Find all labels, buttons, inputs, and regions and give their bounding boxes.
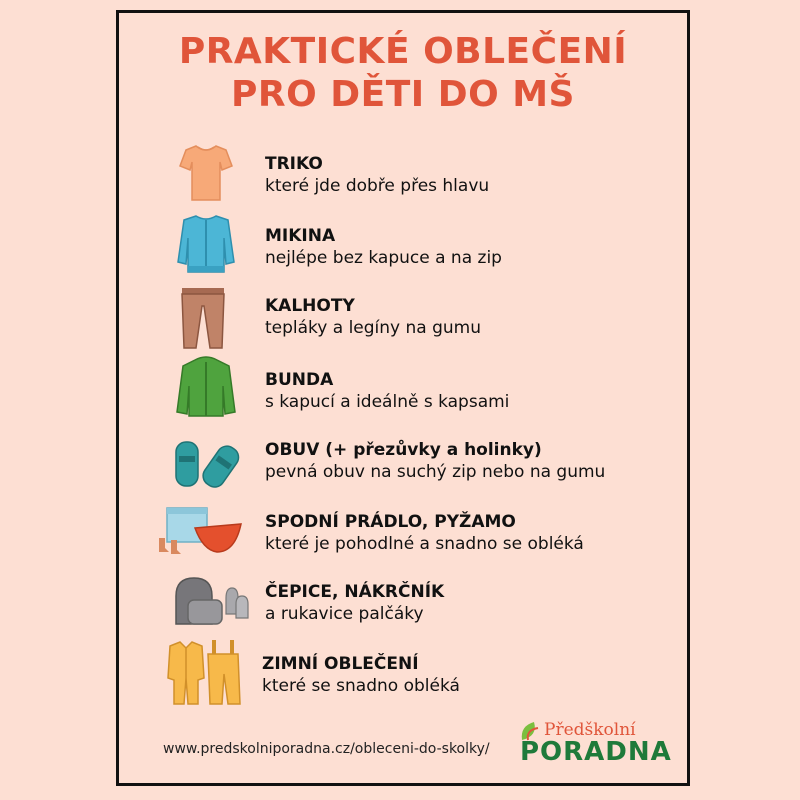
pants-icon — [178, 286, 228, 350]
brand-logo — [498, 720, 672, 767]
item-description: tepláky a legíny na gumu — [265, 318, 482, 338]
list-item-triko — [0, 142, 800, 212]
list-item-zimni — [0, 638, 800, 708]
item-heading: SPODNÍ PRÁDLO, PYŽAMO — [265, 512, 516, 532]
item-description: které se snadno obléká — [262, 676, 460, 696]
item-text — [265, 440, 605, 483]
item-text — [265, 154, 489, 197]
snowsuit-icon — [162, 638, 244, 708]
list-item-obuv — [0, 430, 800, 500]
item-description: které jde dobře přes hlavu — [265, 176, 490, 196]
item-description: které je pohodlné a snadno se obléká — [265, 534, 584, 554]
item-heading: MIKINA — [265, 226, 336, 246]
item-description: pevná obuv na suchý zip nebo na gumu — [265, 462, 606, 482]
item-text — [265, 370, 509, 413]
list-item-pradlo — [0, 500, 800, 570]
footer-url: www.predskolniporadna.cz/obleceni-do-skolky/ — [163, 741, 490, 757]
list-item-bunda — [0, 356, 800, 426]
hat-mittens-icon — [170, 574, 250, 630]
t-shirt-icon — [178, 142, 234, 204]
item-text — [265, 512, 584, 555]
logo-text-bottom: PORADNA — [520, 737, 672, 767]
underwear-icon — [155, 504, 245, 560]
item-description: s kapucí a ideálně s kapsami — [265, 392, 510, 412]
item-heading: ČEPICE, NÁKRČNÍK — [265, 582, 445, 602]
item-heading: ZIMNÍ OBLEČENÍ — [262, 654, 419, 674]
page-title — [116, 30, 690, 116]
list-item-mikina — [0, 212, 800, 282]
jacket-icon — [175, 356, 237, 420]
title-line-2: PRO DĚTI DO MŠ — [231, 74, 575, 115]
item-heading: TRIKO — [265, 154, 323, 174]
item-description: nejlépe bez kapuce a na zip — [265, 248, 502, 268]
list-item-kalhoty — [0, 284, 800, 354]
list-item-cepice — [0, 570, 800, 640]
item-text — [265, 226, 502, 269]
hoodie-icon — [174, 212, 238, 276]
item-heading: OBUV (+ přezůvky a holinky) — [265, 440, 542, 460]
title-line-1: PRAKTICKÉ OBLEČENÍ — [178, 31, 628, 72]
item-heading: BUNDA — [265, 370, 334, 390]
item-text — [265, 296, 481, 339]
item-description: a rukavice palčáky — [265, 604, 424, 624]
shoes-icon — [170, 438, 240, 490]
item-heading: KALHOTY — [265, 296, 355, 316]
logo-text-top: Předškolní — [544, 720, 636, 740]
item-text — [262, 654, 460, 697]
item-text — [265, 582, 444, 625]
